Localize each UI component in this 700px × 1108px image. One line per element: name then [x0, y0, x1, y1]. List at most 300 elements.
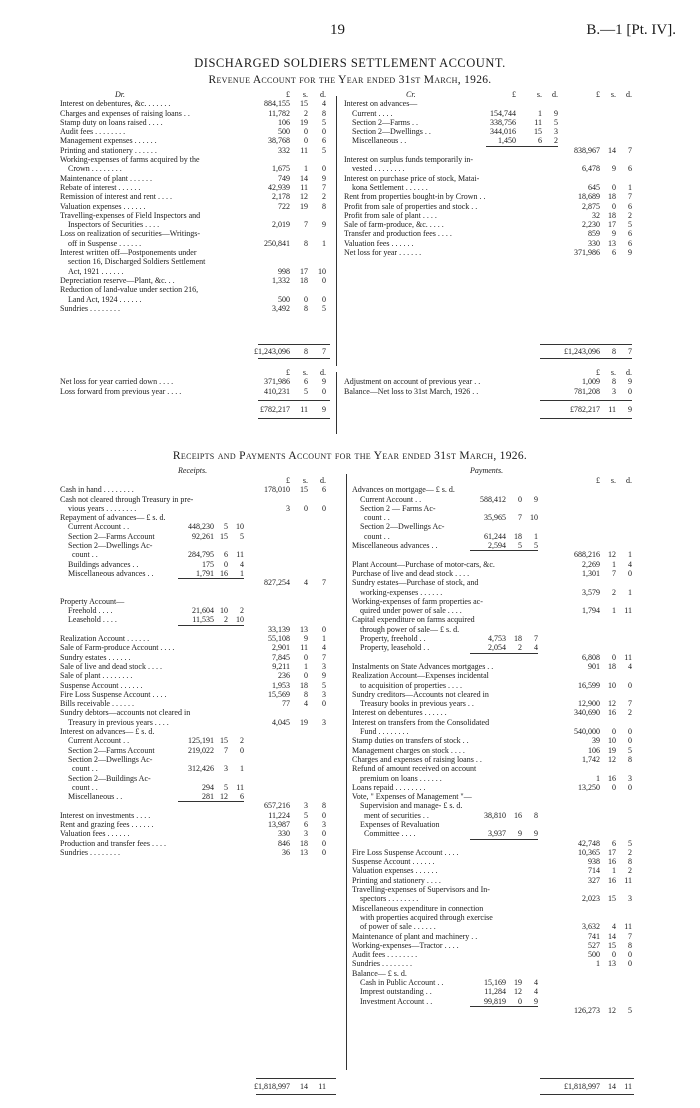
- sub-amount-pounds: 448,230: [188, 522, 214, 532]
- row-label: kona Settlement . . . . . .: [352, 182, 428, 192]
- ledger-row: [352, 634, 634, 643]
- sub-amount-pence: 4: [534, 987, 538, 997]
- ledger-row: [60, 653, 336, 662]
- ledger-row: [60, 811, 336, 820]
- row-label: Printing and stationery . . . .: [352, 875, 441, 885]
- amount-pounds: 126,273: [574, 1005, 600, 1015]
- row-label: Valuation expenses . . . . . .: [60, 201, 146, 211]
- row-label: Buildings advances . .: [68, 559, 139, 569]
- row-label: quired under power of sale . . . .: [360, 606, 462, 616]
- ledger-row: [60, 774, 336, 783]
- sub-amount-pence: 5: [534, 541, 538, 551]
- amount-pence: 3: [322, 689, 326, 699]
- amount-shillings: 14: [300, 173, 308, 183]
- sub-amount-shillings: 7: [224, 745, 228, 755]
- row-label: Cash in hand . . . . . . . .: [60, 485, 134, 495]
- amount-pence: 0: [322, 838, 326, 848]
- amount-shillings: 1: [612, 606, 616, 616]
- money-head-shillings-cr: s.: [610, 90, 616, 99]
- ledger-row: [60, 736, 336, 745]
- ledger-row: [60, 615, 336, 624]
- ledger-row: [352, 755, 634, 764]
- amount-pence: 0: [322, 127, 326, 137]
- subtotal-rule: [470, 550, 538, 551]
- amount-pounds: 6,808: [582, 652, 600, 662]
- amount-pounds: 15,569: [268, 689, 290, 699]
- amount-pounds: 2,023: [582, 894, 600, 904]
- sub-amount-pounds: 344,016: [490, 127, 516, 137]
- ledger-row: [60, 267, 330, 276]
- ledger-row: [60, 690, 336, 699]
- sub-amount-shillings: 19: [514, 978, 522, 988]
- ledger-row: [352, 504, 634, 513]
- amount-shillings: 19: [608, 745, 616, 755]
- ledger-row: [352, 959, 634, 968]
- amount-pence: 8: [628, 940, 632, 950]
- amount-pence: 7: [628, 931, 632, 941]
- row-label: Sundries . . . . . . . .: [60, 847, 120, 857]
- sub-amount-pence: 5: [554, 117, 558, 127]
- sub-amount-pence: 8: [534, 810, 538, 820]
- sub-amount-pounds: 2,594: [488, 541, 506, 551]
- sub-amount-pounds: 294: [202, 782, 214, 792]
- ledger-row: [352, 485, 634, 494]
- sub-amount-pounds: 588,412: [480, 494, 506, 504]
- ledger-row: [344, 183, 634, 192]
- amount-pence: 0: [322, 847, 326, 857]
- sub-amount-pence: 2: [240, 736, 244, 746]
- sub-amount-pounds: 338,756: [490, 117, 516, 127]
- ledger-row: [352, 801, 634, 810]
- amount-shillings: 6: [304, 819, 308, 829]
- ledger-row: [352, 997, 634, 1006]
- amount-pence: 7: [628, 145, 632, 155]
- ledger-row: [344, 211, 634, 220]
- ledger-row: [352, 774, 634, 783]
- ledger-row: [60, 541, 336, 550]
- sub-amount-pence: 10: [236, 522, 244, 532]
- amount-pence: 0: [322, 624, 326, 634]
- ledger-row: [60, 848, 336, 857]
- money-head-pence-cr-sub: d.: [552, 90, 558, 99]
- amount-pounds: 859: [588, 229, 600, 239]
- sub-amount-pence: 2: [554, 136, 558, 146]
- amount-pounds: 250,841: [264, 238, 290, 248]
- amount-pounds: 1,742: [582, 754, 600, 764]
- amount-shillings: 0: [612, 201, 616, 211]
- row-label: Interest on purchase price of stock, Matai-: [344, 173, 480, 183]
- ledger-row: [60, 276, 330, 285]
- ledger-row: [60, 239, 330, 248]
- amount-pounds: 688,216: [574, 550, 600, 560]
- ledger-row: [344, 229, 634, 238]
- sub-amount-pence: 11: [236, 550, 244, 560]
- ledger-row: [352, 792, 634, 801]
- ledger-row: [352, 727, 634, 736]
- row-label: Interest on advances— £ s. d.: [60, 727, 155, 737]
- money-head-pounds: £: [286, 90, 290, 99]
- amount-pounds: 884,155: [264, 99, 290, 109]
- row-label: Interest written off—Postponements under: [60, 248, 197, 258]
- revenue-total-cr: [344, 347, 634, 356]
- sub-amount-pounds: 11,284: [484, 987, 506, 997]
- sub-amount-shillings: 9: [518, 829, 522, 839]
- amount-pounds: 16,599: [578, 680, 600, 690]
- ledger-row: [344, 248, 634, 257]
- amount-pounds: 10,365: [578, 847, 600, 857]
- revenue-cr-column: [344, 90, 634, 257]
- sub-amount-pounds: 219,022: [188, 745, 214, 755]
- ledger-row: [344, 109, 634, 118]
- ledger-row: [352, 578, 634, 587]
- total-rule-cr: [540, 344, 632, 345]
- loss-head-shillings: s.: [302, 368, 308, 377]
- amount-pence: 0: [322, 275, 326, 285]
- sub-amount-shillings: 2: [518, 643, 522, 653]
- row-label: Section 2—Farms Account: [68, 745, 155, 755]
- ledger-row: [352, 922, 634, 931]
- row-label: Fire Loss Suspense Account . . . .: [352, 847, 459, 857]
- ledger-row: [352, 969, 634, 978]
- sub-amount-pounds: 2,054: [488, 643, 506, 653]
- amount-pounds: 9,211: [272, 661, 290, 671]
- amount-shillings: 1: [612, 559, 616, 569]
- amount-pence: 11: [624, 922, 632, 932]
- amount-shillings: 6: [612, 838, 616, 848]
- amount-shillings: 3: [304, 829, 308, 839]
- row-label: Suspense Account . . . . . .: [352, 857, 435, 867]
- amount-shillings: 0: [612, 652, 616, 662]
- amount-pence: 1: [628, 587, 632, 597]
- row-label: Current Account . .: [68, 736, 130, 746]
- row-label: Management expenses . . . . . .: [60, 136, 157, 146]
- ledger-row: [60, 801, 336, 810]
- rec-head-pounds: £: [286, 476, 290, 485]
- row-label: Charges and expenses of raising loans . .: [352, 754, 482, 764]
- amount-shillings: 4: [304, 699, 308, 709]
- row-label: count . .: [72, 764, 98, 774]
- loss-total-cr-shillings: 11: [608, 405, 616, 414]
- amount-pounds: 18,689: [578, 192, 600, 202]
- row-label: Repayment of advances— £ s. d.: [60, 513, 166, 523]
- row-label: Sale of plant . . . . . . . .: [60, 671, 133, 681]
- amount-pence: 7: [322, 578, 326, 588]
- sub-amount-pounds: 38,810: [484, 810, 506, 820]
- ledger-row: [352, 1006, 634, 1015]
- money-head-pounds-cr: £: [596, 90, 600, 99]
- amount-shillings: 1: [304, 164, 308, 174]
- amount-pounds: 1,332: [272, 275, 290, 285]
- payments-total: [352, 1082, 634, 1091]
- amount-pounds: 998: [278, 266, 290, 276]
- sub-amount-shillings: 0: [518, 996, 522, 1006]
- revenue-dr-column: [60, 90, 330, 313]
- ledger-row: [60, 164, 330, 173]
- row-label: Working-expenses—Tractor . . . .: [352, 940, 459, 950]
- sub-amount-shillings: 18: [514, 531, 522, 541]
- pay-head-pence: d.: [626, 476, 632, 485]
- amount-shillings: 18: [608, 210, 616, 220]
- amount-shillings: 17: [608, 220, 616, 230]
- sub-amount-shillings: 5: [224, 522, 228, 532]
- row-label: through power of sale— £ s. d.: [360, 624, 460, 634]
- ledger-row: [60, 746, 336, 755]
- ledger-row: [60, 485, 336, 494]
- ledger-row: [352, 904, 634, 913]
- row-label: Property, leasehold . .: [360, 643, 430, 653]
- amount-pounds: 657,216: [264, 801, 290, 811]
- amount-pence: 3: [628, 773, 632, 783]
- money-head-shillings-cr-sub: s.: [536, 90, 542, 99]
- row-label: Maintenance of plant . . . . . .: [60, 173, 152, 183]
- row-label: Current Account . .: [68, 522, 130, 532]
- amount-shillings: 16: [608, 708, 616, 718]
- amount-pence: 9: [322, 377, 326, 387]
- amount-shillings: 0: [304, 127, 308, 137]
- sub-amount-pounds: 99,819: [484, 996, 506, 1006]
- amount-pounds: 38,768: [268, 136, 290, 146]
- row-label: Sundry creditors—Accounts not cleared in: [352, 689, 489, 699]
- amount-shillings: 8: [304, 238, 308, 248]
- amount-shillings: 10: [608, 736, 616, 746]
- row-label: Rent from properties bought-in by Crown . .: [344, 192, 486, 202]
- page-number: 19: [330, 22, 345, 38]
- amount-pounds: 330: [278, 829, 290, 839]
- ledger-row: [352, 820, 634, 829]
- row-label: Imprest outstanding . .: [360, 987, 432, 997]
- amount-pence: 6: [322, 485, 326, 495]
- amount-pounds: 42,748: [578, 838, 600, 848]
- loss-head-shillings-cr: s.: [610, 368, 616, 377]
- receipts-column: [60, 466, 336, 857]
- amount-pence: 3: [628, 894, 632, 904]
- sub-amount-shillings: 3: [224, 764, 228, 774]
- amount-shillings: 8: [304, 689, 308, 699]
- ledger-row: [60, 211, 330, 220]
- amount-pounds: 500: [278, 127, 290, 137]
- amount-pence: 11: [624, 652, 632, 662]
- amount-shillings: 18: [300, 275, 308, 285]
- total-underline-dr: [258, 358, 330, 359]
- amount-shillings: 15: [608, 894, 616, 904]
- row-label: Miscellaneous . .: [352, 136, 407, 146]
- sub-amount-pence: 3: [554, 127, 558, 137]
- row-label: premium on loans . . . . . .: [360, 773, 442, 783]
- amount-pounds: 39: [592, 736, 600, 746]
- cr-label: Cr.: [406, 90, 416, 99]
- receipts-payments-heading: Receipts and Payments Account for the Year ended 31st March, 1926.: [172, 450, 528, 462]
- ledger-row: [60, 513, 336, 522]
- sub-amount-pence: 6: [240, 792, 244, 802]
- ledger-row: [60, 764, 336, 773]
- ledger-row: [352, 978, 634, 987]
- amount-pence: 9: [628, 377, 632, 387]
- total-underline-cr: [540, 358, 632, 359]
- amount-pence: 6: [322, 136, 326, 146]
- amount-shillings: 2: [612, 587, 616, 597]
- sub-amount-pounds: 4,753: [488, 634, 506, 644]
- amount-pence: 5: [322, 680, 326, 690]
- sub-amount-shillings: 2: [224, 615, 228, 625]
- row-label: count . .: [72, 782, 98, 792]
- amount-shillings: 10: [608, 680, 616, 690]
- rec-head-shillings: s.: [302, 476, 308, 485]
- amount-pence: 7: [628, 192, 632, 202]
- amount-pounds: 1,953: [272, 680, 290, 690]
- receipts-total: [60, 1082, 336, 1091]
- ledger-row: [60, 495, 336, 504]
- row-label: Loans repaid . . . . . . . .: [352, 782, 426, 792]
- receipts-total-shillings: 14: [300, 1082, 308, 1091]
- amount-pence: 0: [628, 568, 632, 578]
- row-label: Interest on surplus funds temporarily in-: [344, 155, 474, 165]
- row-label: spectors . . . . . . . .: [360, 894, 419, 904]
- ledger-row: [352, 671, 634, 680]
- ledger-row: [344, 377, 634, 386]
- row-label: Sundry estates . . . . . .: [60, 652, 131, 662]
- ledger-row: [352, 736, 634, 745]
- amount-pounds: 2,178: [272, 192, 290, 202]
- sub-amount-shillings: 7: [518, 513, 522, 523]
- row-label: Leasehold . . . .: [68, 615, 117, 625]
- sub-amount-pence: 9: [534, 996, 538, 1006]
- row-label: vested . . . . . . . .: [352, 164, 405, 174]
- row-label: Interest on advances—: [344, 99, 418, 109]
- amount-pounds: 371,986: [574, 248, 600, 258]
- amount-shillings: 16: [608, 857, 616, 867]
- sub-amount-shillings: 0: [518, 494, 522, 504]
- amount-shillings: 19: [300, 117, 308, 127]
- sub-amount-pence: 9: [554, 108, 558, 118]
- amount-pounds: 77: [282, 699, 290, 709]
- amount-pence: 2: [628, 866, 632, 876]
- sub-amount-pence: 11: [236, 782, 244, 792]
- sub-amount-pence: 10: [236, 615, 244, 625]
- amount-shillings: 4: [304, 578, 308, 588]
- ledger-row: [352, 941, 634, 950]
- money-head-pounds-cr-sub: £: [512, 90, 516, 99]
- amount-shillings: 0: [304, 136, 308, 146]
- row-label: Property Account—: [60, 596, 125, 606]
- row-label: Cash not cleared through Treasury in pre-: [60, 494, 194, 504]
- amount-pounds: 3,492: [272, 303, 290, 313]
- amount-pence: 1: [322, 238, 326, 248]
- sub-amount-shillings: 15: [220, 736, 228, 746]
- row-label: Section 2—Farms . .: [352, 117, 418, 127]
- ledger-row: [60, 569, 336, 578]
- amount-pence: 1: [628, 550, 632, 560]
- loss-total-cr-pence: 9: [628, 405, 632, 414]
- amount-shillings: 18: [300, 680, 308, 690]
- total-dr-shillings: 8: [304, 347, 308, 356]
- amount-shillings: 15: [300, 99, 308, 109]
- total-cr-shillings: 8: [612, 347, 616, 356]
- amount-pounds: 749: [278, 173, 290, 183]
- amount-shillings: 14: [608, 931, 616, 941]
- amount-pounds: 55,108: [268, 634, 290, 644]
- amount-pence: 8: [322, 801, 326, 811]
- loss-total-cr: [344, 405, 634, 414]
- ledger-row: [60, 295, 330, 304]
- amount-shillings: 6: [304, 377, 308, 387]
- amount-pence: 4: [628, 661, 632, 671]
- sub-amount-shillings: 15: [534, 127, 542, 137]
- ledger-row: [352, 532, 634, 541]
- rp-divider: [346, 474, 347, 1070]
- amount-shillings: 5: [304, 386, 308, 396]
- amount-pounds: 781,208: [574, 386, 600, 396]
- ledger-row: [60, 522, 336, 531]
- total-cr-pence: 7: [628, 347, 632, 356]
- amount-shillings: 3: [612, 386, 616, 396]
- amount-shillings: 14: [608, 145, 616, 155]
- sub-amount-pounds: 11,535: [192, 615, 214, 625]
- sub-amount-shillings: 1: [538, 108, 542, 118]
- loss-cr-column: [344, 368, 634, 396]
- amount-pence: 7: [628, 699, 632, 709]
- total-rule-dr: [258, 344, 330, 345]
- row-label: Committee . . . .: [364, 829, 416, 839]
- sub-amount-pounds: 125,191: [188, 736, 214, 746]
- loss-total-dr: [60, 405, 330, 414]
- ledger-row: [60, 606, 336, 615]
- payments-total-rule: [540, 1078, 634, 1079]
- ledger-row: [352, 839, 634, 848]
- row-label: Balance—Net loss to 31st March, 1926 . .: [344, 386, 479, 396]
- amount-pence: 8: [628, 754, 632, 764]
- sub-amount-pence: 1: [534, 531, 538, 541]
- row-label: Plant Account—Purchase of motor-cars, &c.: [352, 559, 495, 569]
- row-label: Property, freehold . .: [360, 634, 426, 644]
- loss-total-dr-shillings: 11: [300, 405, 308, 414]
- amount-shillings: 13: [608, 959, 616, 969]
- ledger-row: [352, 783, 634, 792]
- amount-pounds: 340,690: [574, 708, 600, 718]
- amount-pounds: 500: [588, 950, 600, 960]
- row-label: Maintenance of plant and machinery . .: [352, 931, 478, 941]
- amount-pounds: 178,010: [264, 485, 290, 495]
- amount-shillings: 5: [304, 810, 308, 820]
- row-label: Freehold . . . .: [68, 606, 113, 616]
- row-label: Cash in Public Account . .: [360, 978, 444, 988]
- row-label: Section 2—Dwellings Ac-: [68, 754, 153, 764]
- sub-amount-pounds: 284,795: [188, 550, 214, 560]
- row-label: Purchase of live and dead stock . . . .: [352, 568, 470, 578]
- row-label: Interest on transfers from the Consolidated: [352, 717, 490, 727]
- amount-pence: 2: [628, 847, 632, 857]
- sub-amount-shillings: 16: [514, 810, 522, 820]
- amount-pence: 0: [628, 386, 632, 396]
- ledger-row: [352, 866, 634, 875]
- amount-pence: 0: [628, 950, 632, 960]
- ledger-row: [344, 174, 634, 183]
- ledger-row: [352, 950, 634, 959]
- amount-pence: 4: [322, 99, 326, 109]
- amount-shillings: 0: [612, 950, 616, 960]
- ledger-row: [60, 783, 336, 792]
- receipts-total-pounds: £1,818,997: [254, 1082, 290, 1091]
- sub-amount-shillings: 18: [514, 634, 522, 644]
- ledger-row: [344, 99, 634, 108]
- loss-rule-dr: [258, 400, 330, 401]
- amount-shillings: 4: [612, 922, 616, 932]
- ledger-row: [352, 699, 634, 708]
- amount-pence: 6: [628, 238, 632, 248]
- amount-pounds: 2,901: [272, 643, 290, 653]
- amount-pence: 0: [322, 699, 326, 709]
- row-label: Miscellaneous . .: [68, 792, 123, 802]
- sub-amount-pence: 5: [240, 531, 244, 541]
